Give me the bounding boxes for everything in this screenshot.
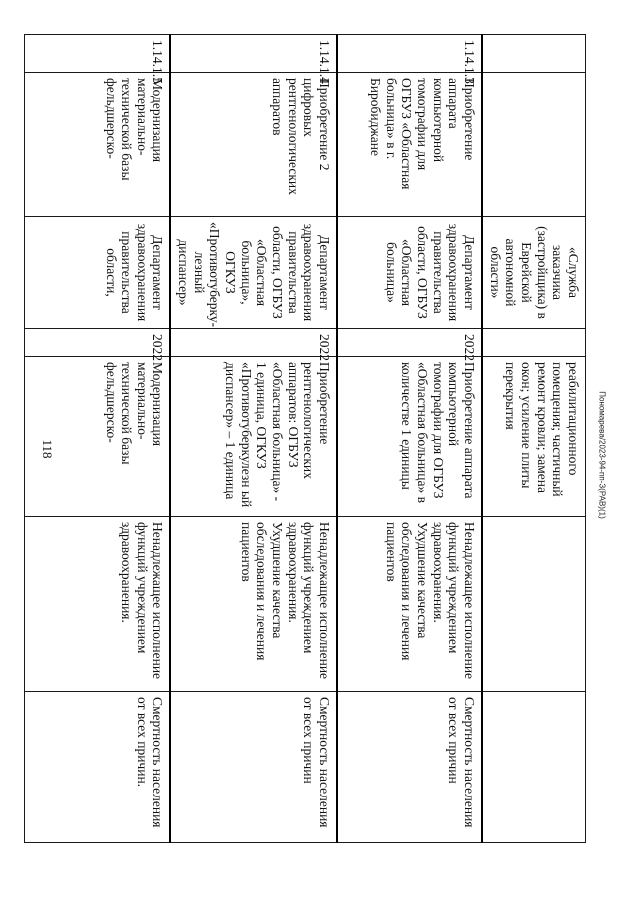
cell-measure-name: Приобретение 2 цифровых рентгенологических аппаратов [171,73,338,217]
table-row [482,35,585,843]
cell-year: 2022 [337,329,482,357]
cell-number: 1.14.1.4 [171,35,338,73]
document-stamp: Пономарева/2023-94-пп-З(РАВ)(1) [597,391,607,519]
cell-work-description: Приобретение рентгенологических аппаратов: ОГБУЗ «Областная больница» - 1 единица, ОГКУЗ «Противотуберкулезн ый диспансер» – 1 единица [171,357,338,517]
program-measures-table [24,34,586,843]
cell-indicator: Смертность населения от всех причин. [25,692,171,843]
cell-risk [482,517,585,692]
table-row [25,35,171,843]
page-number: 118 [40,439,55,459]
cell-year [482,329,585,357]
cell-indicator: Смертность населения от всех причин [337,692,482,843]
cell-indicator [482,692,585,843]
cell-risk: Ненадлежащее исполнение функций учреждением здравоохранения. Ухудшение качества обследования и лечения пациентов [337,517,482,692]
table-row [171,35,338,843]
cell-work-description: реабилитационного помещения; частичный ремонт кровли; замена окон; усиление плиты перекрытия [482,357,585,517]
cell-year: 2022 [25,329,171,357]
cell-risk: Ненадлежащее исполнение функций учреждением здравоохранения. [25,517,171,692]
cell-risk: Ненадлежащее исполнение функций учреждением здравоохранения. Ухудшение качества обследования и лечения пациентов [171,517,338,692]
cell-customer: «Служба заказчика (застройщика) в Еврейской автономной области» [482,217,585,329]
cell-customer: Департамент здравоохранения правительства области, ОГБУЗ «Областная больница», ОГКУЗ «Противотуберку-лезный диспансер» [171,217,338,329]
table-row [337,35,482,843]
cell-indicator: Смертность населения от всех причин [171,692,338,843]
cell-work-description: Модернизация материально-технической базы фельдшерско- [25,357,171,517]
cell-work-description: Приобретение аппарата компьютерной томографии для ОГБУЗ «Областная больница» в количестве 1 единицы [337,357,482,517]
cell-measure-name: Приобретение аппарата компьютерной томографии для ОГБУЗ «Областная больница» в г. Биробиджане [337,73,482,217]
cell-measure-name: Модернизация материально-технической базы фельдшерско- [25,73,171,217]
cell-number [482,35,585,73]
cell-customer: Департамент здравоохранения правительства области, [25,217,171,329]
cell-number: 1.14.1.5 [25,35,171,73]
cell-measure-name [482,73,585,217]
cell-customer: Департамент здравоохранения правительства области, ОГБУЗ «Областная больница» [337,217,482,329]
cell-number: 1.14.1.3 [337,35,482,73]
cell-year: 2022 [171,329,338,357]
rotated-table-container [60,34,586,842]
